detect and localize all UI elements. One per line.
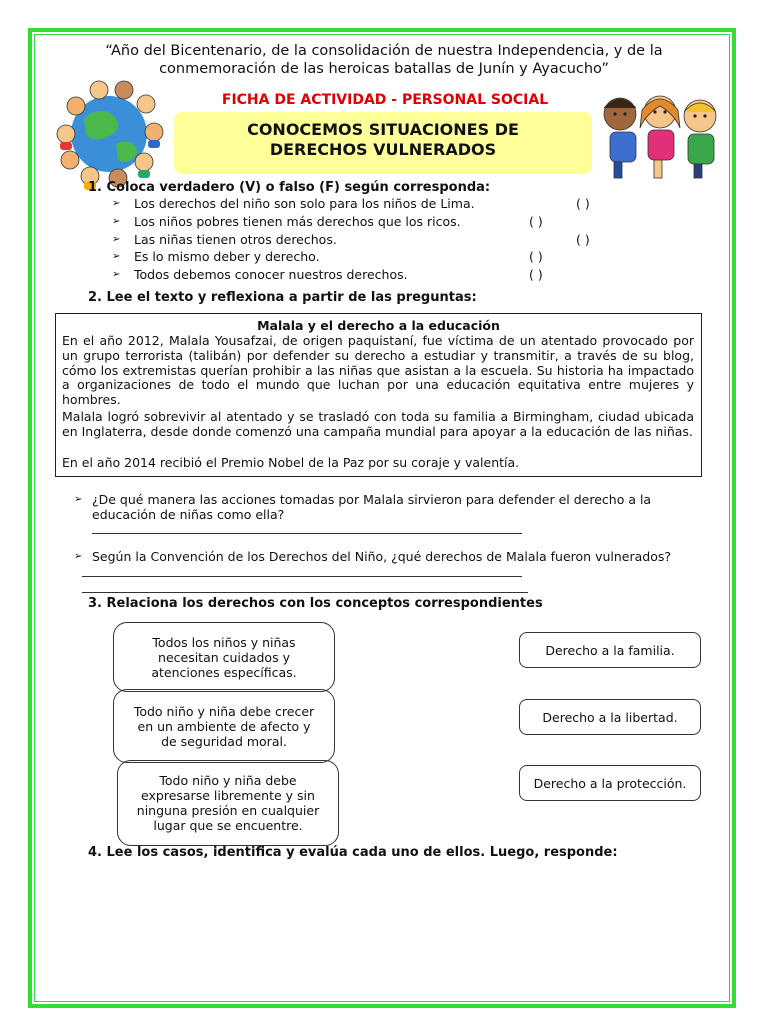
q1-answer-blank[interactable]: ( ) <box>529 249 543 264</box>
q1-item: Las niñas tienen otros derechos. <box>134 232 337 247</box>
reading-paragraph-2: Malala logró sobrevivir al atentado y se trasladó con toda su familia a Birmingham, ciudad ubicada en Inglaterra, desde donde comenzó una campaña mundial para apoyar a la educación de las niñas. <box>62 409 694 439</box>
arrow-bullet-icon: ➢ <box>112 251 121 262</box>
right-label: Derecho a la familia. <box>545 642 675 658</box>
page-title <box>174 120 592 160</box>
arrow-bullet-icon: ➢ <box>112 234 121 245</box>
concept-text: Todo niño y niña debe crecer en un ambiente de afecto y de seguridad moral. <box>133 703 315 749</box>
q1-answer-blank[interactable]: ( ) <box>576 196 590 211</box>
q1-answer-blank[interactable]: ( ) <box>576 232 590 247</box>
reading-paragraph-3: En el año 2014 recibió el Premio Nobel de la Paz por su coraje y valentía. <box>62 455 520 470</box>
page-title-line1: CONOCEMOS SITUACIONES DE <box>247 120 519 139</box>
arrow-bullet-icon: ➢ <box>74 494 83 505</box>
arrow-bullet-icon: ➢ <box>112 198 121 209</box>
answer-line[interactable] <box>92 533 522 534</box>
reflection-question-2: Según la Convención de los Derechos del Niño, ¿qué derechos de Malala fueron vulnerados? <box>92 549 671 564</box>
right-box-freedom[interactable] <box>519 699 701 735</box>
q1-item: Los derechos del niño son solo para los niños de Lima. <box>134 196 475 211</box>
arrow-bullet-icon: ➢ <box>112 269 121 280</box>
concept-box[interactable] <box>113 689 335 763</box>
activity-subtitle: FICHA DE ACTIVIDAD - PERSONAL SOCIAL <box>221 92 549 108</box>
q1-item: Es lo mismo deber y derecho. <box>134 249 320 264</box>
reflection-question-1: ¿De qué manera las acciones tomadas por Malala sirvieron para defender el derecho a la educación de niñas como ella? <box>92 492 652 522</box>
right-label: Derecho a la libertad. <box>542 709 678 725</box>
right-label: Derecho a la protección. <box>533 775 687 791</box>
kids-illustration <box>596 84 726 182</box>
concept-text: Todos los niños y niñas necesitan cuidados y atenciones específicas. <box>151 634 297 680</box>
concept-box[interactable] <box>113 622 335 692</box>
right-box-family[interactable] <box>519 632 701 668</box>
q1-answer-blank[interactable]: ( ) <box>529 267 543 282</box>
question-2-label: 2. Lee el texto y reflexiona a partir de las preguntas: <box>88 290 477 305</box>
answer-line[interactable] <box>82 576 522 577</box>
concept-text: Todo niño y niña debe expresarse libremente y sin ninguna presión en cualquier lugar que se encuentre. <box>136 773 320 833</box>
page-title-line2: DERECHOS VULNERADOS <box>269 140 497 159</box>
right-box-protection[interactable] <box>519 765 701 801</box>
header-motto: “Año del Bicentenario, de la consolidación de nuestra Independencia, y de la conmemoración de las heroicas batallas de Junín y Ayacucho” <box>105 43 663 77</box>
answer-line[interactable] <box>82 592 528 593</box>
globe-children-illustration <box>44 74 174 192</box>
question-4-label: 4. Lee los casos, identifica y evalúa cada uno de ellos. Luego, responde: <box>88 845 618 860</box>
question-1-label: 1. Coloca verdadero (V) o falso (F) según corresponda: <box>88 180 491 195</box>
reading-paragraph-1: En el año 2012, Malala Yousafzai, de origen paquistaní, fue víctima de un atentado provocado por un grupo terrorista (talibán) por defender su derecho a estudiar y transmitir, a través de su blog, cómo los extremistas querían prohibir a las niñas que asistan a la escuela. Su historia ha impactado a organizaciones de todo el mundo que luchan por una educación equitativa entre mujeres y hombres. <box>62 333 694 408</box>
q1-item: Todos debemos conocer nuestros derechos. <box>134 267 408 282</box>
q1-item: Los niños pobres tienen más derechos que los ricos. <box>134 214 461 229</box>
concept-box[interactable] <box>117 760 339 846</box>
q1-answer-blank[interactable]: ( ) <box>529 214 543 229</box>
arrow-bullet-icon: ➢ <box>112 216 121 227</box>
arrow-bullet-icon: ➢ <box>74 551 83 562</box>
reading-title: Malala y el derecho a la educación <box>257 318 500 333</box>
question-3-label: 3. Relaciona los derechos con los conceptos correspondientes <box>88 596 543 611</box>
